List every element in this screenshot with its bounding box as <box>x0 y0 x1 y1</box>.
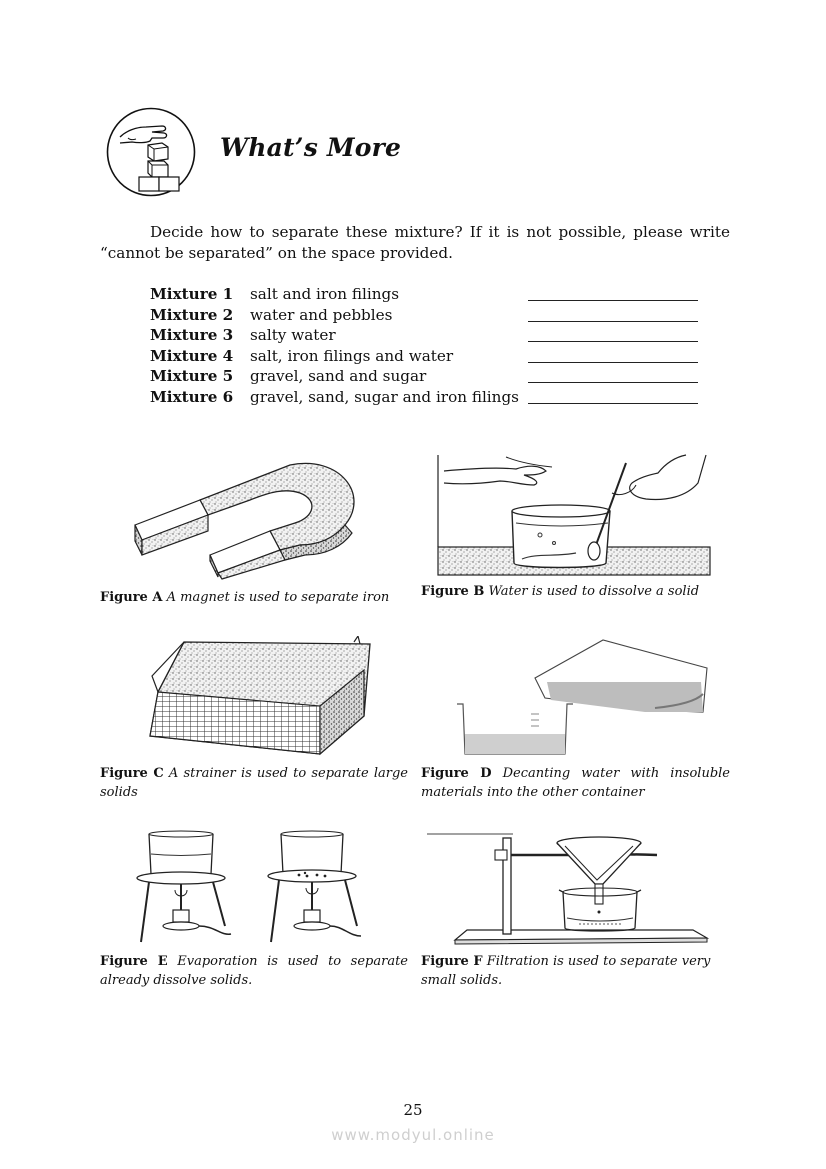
figure-label: Figure A <box>100 590 163 605</box>
page-number: 25 <box>403 1101 423 1119</box>
answer-blank[interactable] <box>528 341 698 342</box>
mixture-row <box>150 367 710 388</box>
figure-e-evaporation-illustration <box>135 826 367 948</box>
mixture-label: Mixture 1 <box>150 285 234 303</box>
figure-text: Evaporation is used to separate already dissolve solids. <box>100 954 408 988</box>
figure-label: Figure F <box>421 954 483 969</box>
answer-blank[interactable] <box>528 362 698 363</box>
figure-b-caption <box>421 582 731 601</box>
mixture-description: salt and iron filings <box>250 285 400 303</box>
mixture-description: gravel, sand, sugar and iron filings <box>250 387 519 406</box>
hand-stacking-blocks-icon <box>106 107 196 197</box>
watermark: www.modyul.online <box>331 1126 495 1144</box>
answer-blank[interactable] <box>528 382 698 383</box>
mixture-row <box>150 285 710 306</box>
mixture-list <box>150 285 710 409</box>
mixture-label: Mixture 2 <box>150 305 234 324</box>
figure-text: Water is used to dissolve a solid <box>488 584 700 599</box>
figure-a-magnet-illustration <box>130 455 366 580</box>
mixture-label: Mixture 5 <box>150 367 234 386</box>
figure-a-caption <box>100 588 400 607</box>
mixture-row <box>150 388 710 409</box>
figure-e-caption <box>100 952 408 990</box>
figure-label: Figure B <box>421 584 485 599</box>
figure-text: Filtration is used to separate very small solids. <box>421 954 711 988</box>
answer-blank[interactable] <box>528 300 698 301</box>
figure-text: A strainer is used to separate large solids <box>100 766 408 800</box>
figure-c-caption <box>100 764 408 802</box>
mixture-description: salty water <box>250 326 336 345</box>
figure-label: Figure D <box>421 766 492 781</box>
figure-d-caption <box>421 764 730 802</box>
mixture-label: Mixture 6 <box>150 387 234 406</box>
figure-label: Figure E <box>100 954 168 969</box>
figure-f-caption <box>421 952 731 990</box>
mixture-row <box>150 326 710 347</box>
figure-c-strainer-illustration <box>148 636 374 756</box>
section-title: What’s More <box>220 133 402 162</box>
figure-text: A magnet is used to separate iron <box>166 590 390 605</box>
figure-label: Figure C <box>100 766 164 781</box>
answer-blank[interactable] <box>528 403 698 404</box>
figure-f-filtration-illustration <box>427 828 723 946</box>
figure-b-dissolving-illustration <box>436 453 712 577</box>
figure-d-decanting-illustration <box>455 638 715 758</box>
mixture-row <box>150 347 710 368</box>
mixture-description: salt, iron filings and water <box>250 346 454 365</box>
mixture-label: Mixture 3 <box>150 326 234 345</box>
answer-blank[interactable] <box>528 321 698 322</box>
mixture-description: water and pebbles <box>250 305 393 324</box>
instructions-paragraph: Decide how to separate these mixture? If it is not possible, please write “cannot be separated” on the space provided. <box>100 223 730 262</box>
figure-text: Decanting water with insoluble materials into the other container <box>421 766 730 800</box>
mixture-description: gravel, sand and sugar <box>250 367 427 386</box>
mixture-label: Mixture 4 <box>150 346 234 365</box>
mixture-row <box>150 306 710 327</box>
